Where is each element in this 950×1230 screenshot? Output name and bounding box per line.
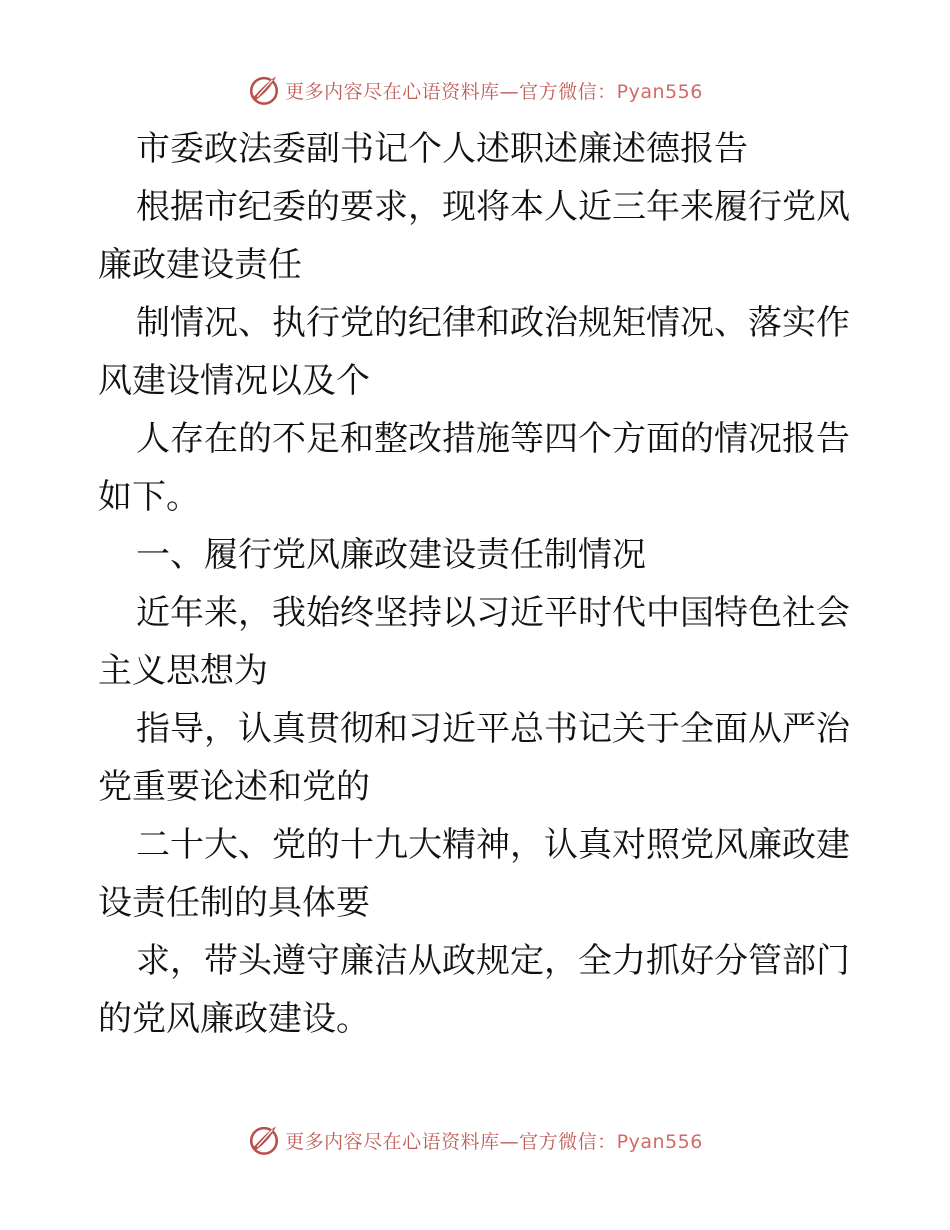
paragraph-line: 设责任制的具体要	[98, 883, 370, 923]
paragraph-line: 人存在的不足和整改措施等四个方面的情况报告	[136, 419, 850, 459]
watermark-label: 更多内容尽在心语资料库—官方微信：	[285, 1130, 617, 1153]
paragraph-line: 近年来，我始终坚持以习近平时代中国特色社会	[136, 593, 850, 633]
quill-pen-logo-icon	[247, 73, 281, 107]
paragraph-line: 党重要论述和党的	[98, 767, 370, 807]
paragraph-line: 如下。	[98, 477, 200, 517]
paragraph-line: 根据市纪委的要求，现将本人近三年来履行党风	[136, 187, 850, 227]
paragraph-line: 制情况、执行党的纪律和政治规矩情况、落实作	[136, 303, 850, 343]
paragraph-line: 二十大、党的十九大精神，认真对照党风廉政建	[136, 825, 850, 865]
watermark-label: 更多内容尽在心语资料库—官方微信：	[285, 80, 617, 103]
paragraph-line: 求，带头遵守廉洁从政规定，全力抓好分管部门	[136, 941, 850, 981]
footer-watermark	[0, 1120, 950, 1160]
paragraph-line: 风建设情况以及个	[98, 361, 370, 401]
watermark-text	[285, 77, 703, 104]
watermark-wechat-id: Pyan556	[616, 1130, 703, 1153]
paragraph-line: 的党风廉政建设。	[98, 999, 370, 1039]
document-body	[98, 120, 858, 1048]
section-heading: 一、履行党风廉政建设责任制情况	[136, 535, 646, 575]
paragraph-line: 廉政建设责任	[98, 245, 302, 285]
document-title: 市委政法委副书记个人述职述廉述德报告	[136, 129, 748, 169]
paragraph-line: 指导，认真贯彻和习近平总书记关于全面从严治	[136, 709, 850, 749]
quill-pen-logo-icon	[247, 1123, 281, 1157]
watermark-wechat-id: Pyan556	[616, 80, 703, 103]
header-watermark	[0, 70, 950, 110]
watermark-text	[285, 1127, 703, 1154]
paragraph-line: 主义思想为	[98, 651, 268, 691]
